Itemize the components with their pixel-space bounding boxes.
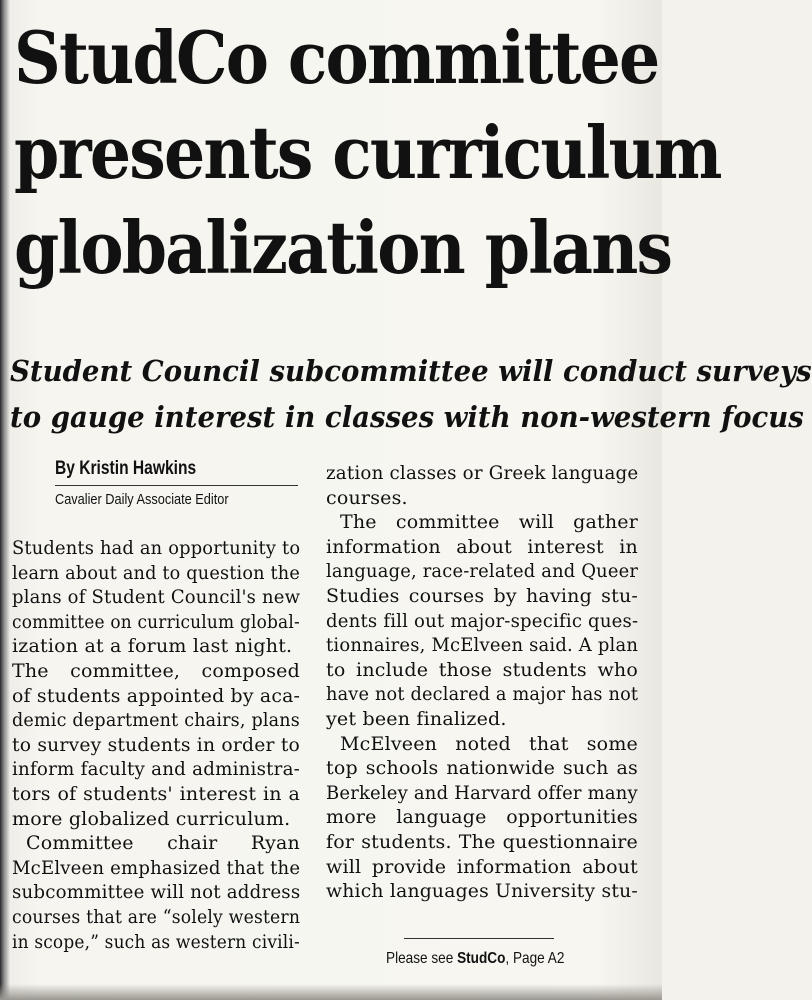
column-line: language, race-related and Queer (326, 560, 639, 583)
column-line: learn about and to question the (12, 561, 300, 584)
continuation-page: , Page A2 (505, 950, 565, 967)
article-column-right (326, 461, 638, 904)
column-line: demic department chairs, plans (12, 709, 300, 732)
headline (14, 10, 721, 295)
column-line: which languages University stu- (326, 880, 638, 903)
column-line: more language opportunities (326, 806, 638, 829)
continuation-prefix: Please see (386, 950, 458, 967)
column-line: have not declared a major has not (326, 683, 639, 706)
continuation-line (386, 948, 564, 970)
column-line: Berkeley and Harvard offer many (326, 781, 638, 804)
column-line: dents fill out major-specific ques- (326, 609, 639, 632)
column-line: courses. (326, 486, 408, 509)
page-edge-shadow (0, 0, 10, 1000)
column-line: information about interest in (326, 535, 638, 558)
column-line: The committee will gather (340, 511, 638, 534)
column-line: Students had an opportunity to (12, 537, 301, 559)
column-line: more globalized curriculum. (12, 807, 291, 830)
column-line: The committee, composed (12, 659, 300, 682)
subheadline-line: Student Council subcommittee will conduct surveys (10, 354, 812, 388)
column-line: ization at a forum last night. (12, 635, 293, 658)
column-line: zation classes or Greek language (326, 462, 639, 484)
article-column-left (12, 536, 300, 954)
headline-line: globalization plans (14, 205, 672, 290)
column-line: to include those students who (326, 658, 638, 681)
page-bottom-edge (0, 984, 662, 1000)
column-line: Committee chair Ryan (26, 832, 300, 855)
column-line: McElveen emphasized that the (12, 856, 301, 879)
column-line: tionnaires, McElveen said. A plan (326, 634, 639, 657)
column-line: yet been finalized. (326, 707, 507, 730)
subheadline (10, 348, 812, 440)
column-line: top schools nationwide such as (326, 757, 638, 780)
subheadline-line: to gauge interest in classes with non-western focus (10, 400, 804, 434)
headline-line: StudCo committee (14, 15, 659, 100)
byline-author: By Kristin Hawkins (55, 458, 197, 479)
column-line: plans of Student Council's new (12, 586, 301, 609)
byline (55, 456, 305, 511)
column-line: subcommittee will not address (12, 881, 301, 904)
continuation-target: StudCo (457, 950, 506, 967)
column-line: Studies courses by having stu- (326, 584, 638, 607)
column-line: tors of students' interest in a (12, 782, 300, 805)
column-line: to survey students in order to (12, 733, 301, 756)
column-line: of students appointed by aca- (12, 684, 301, 707)
column-line: McElveen noted that some (340, 732, 638, 755)
column-line: in scope,” such as western civili- (12, 930, 300, 953)
jump-divider (404, 938, 554, 939)
column-line: will provide information about (326, 855, 638, 878)
byline-author-title: Cavalier Daily Associate Editor (55, 491, 229, 508)
column-line: inform faculty and administra- (12, 758, 300, 781)
column-line: courses that are “solely western (12, 905, 301, 928)
column-line: for students. The questionnaire (326, 830, 638, 853)
byline-divider (55, 485, 298, 486)
column-line: committee on curriculum global- (12, 610, 300, 633)
headline-line: presents curriculum (14, 110, 721, 195)
